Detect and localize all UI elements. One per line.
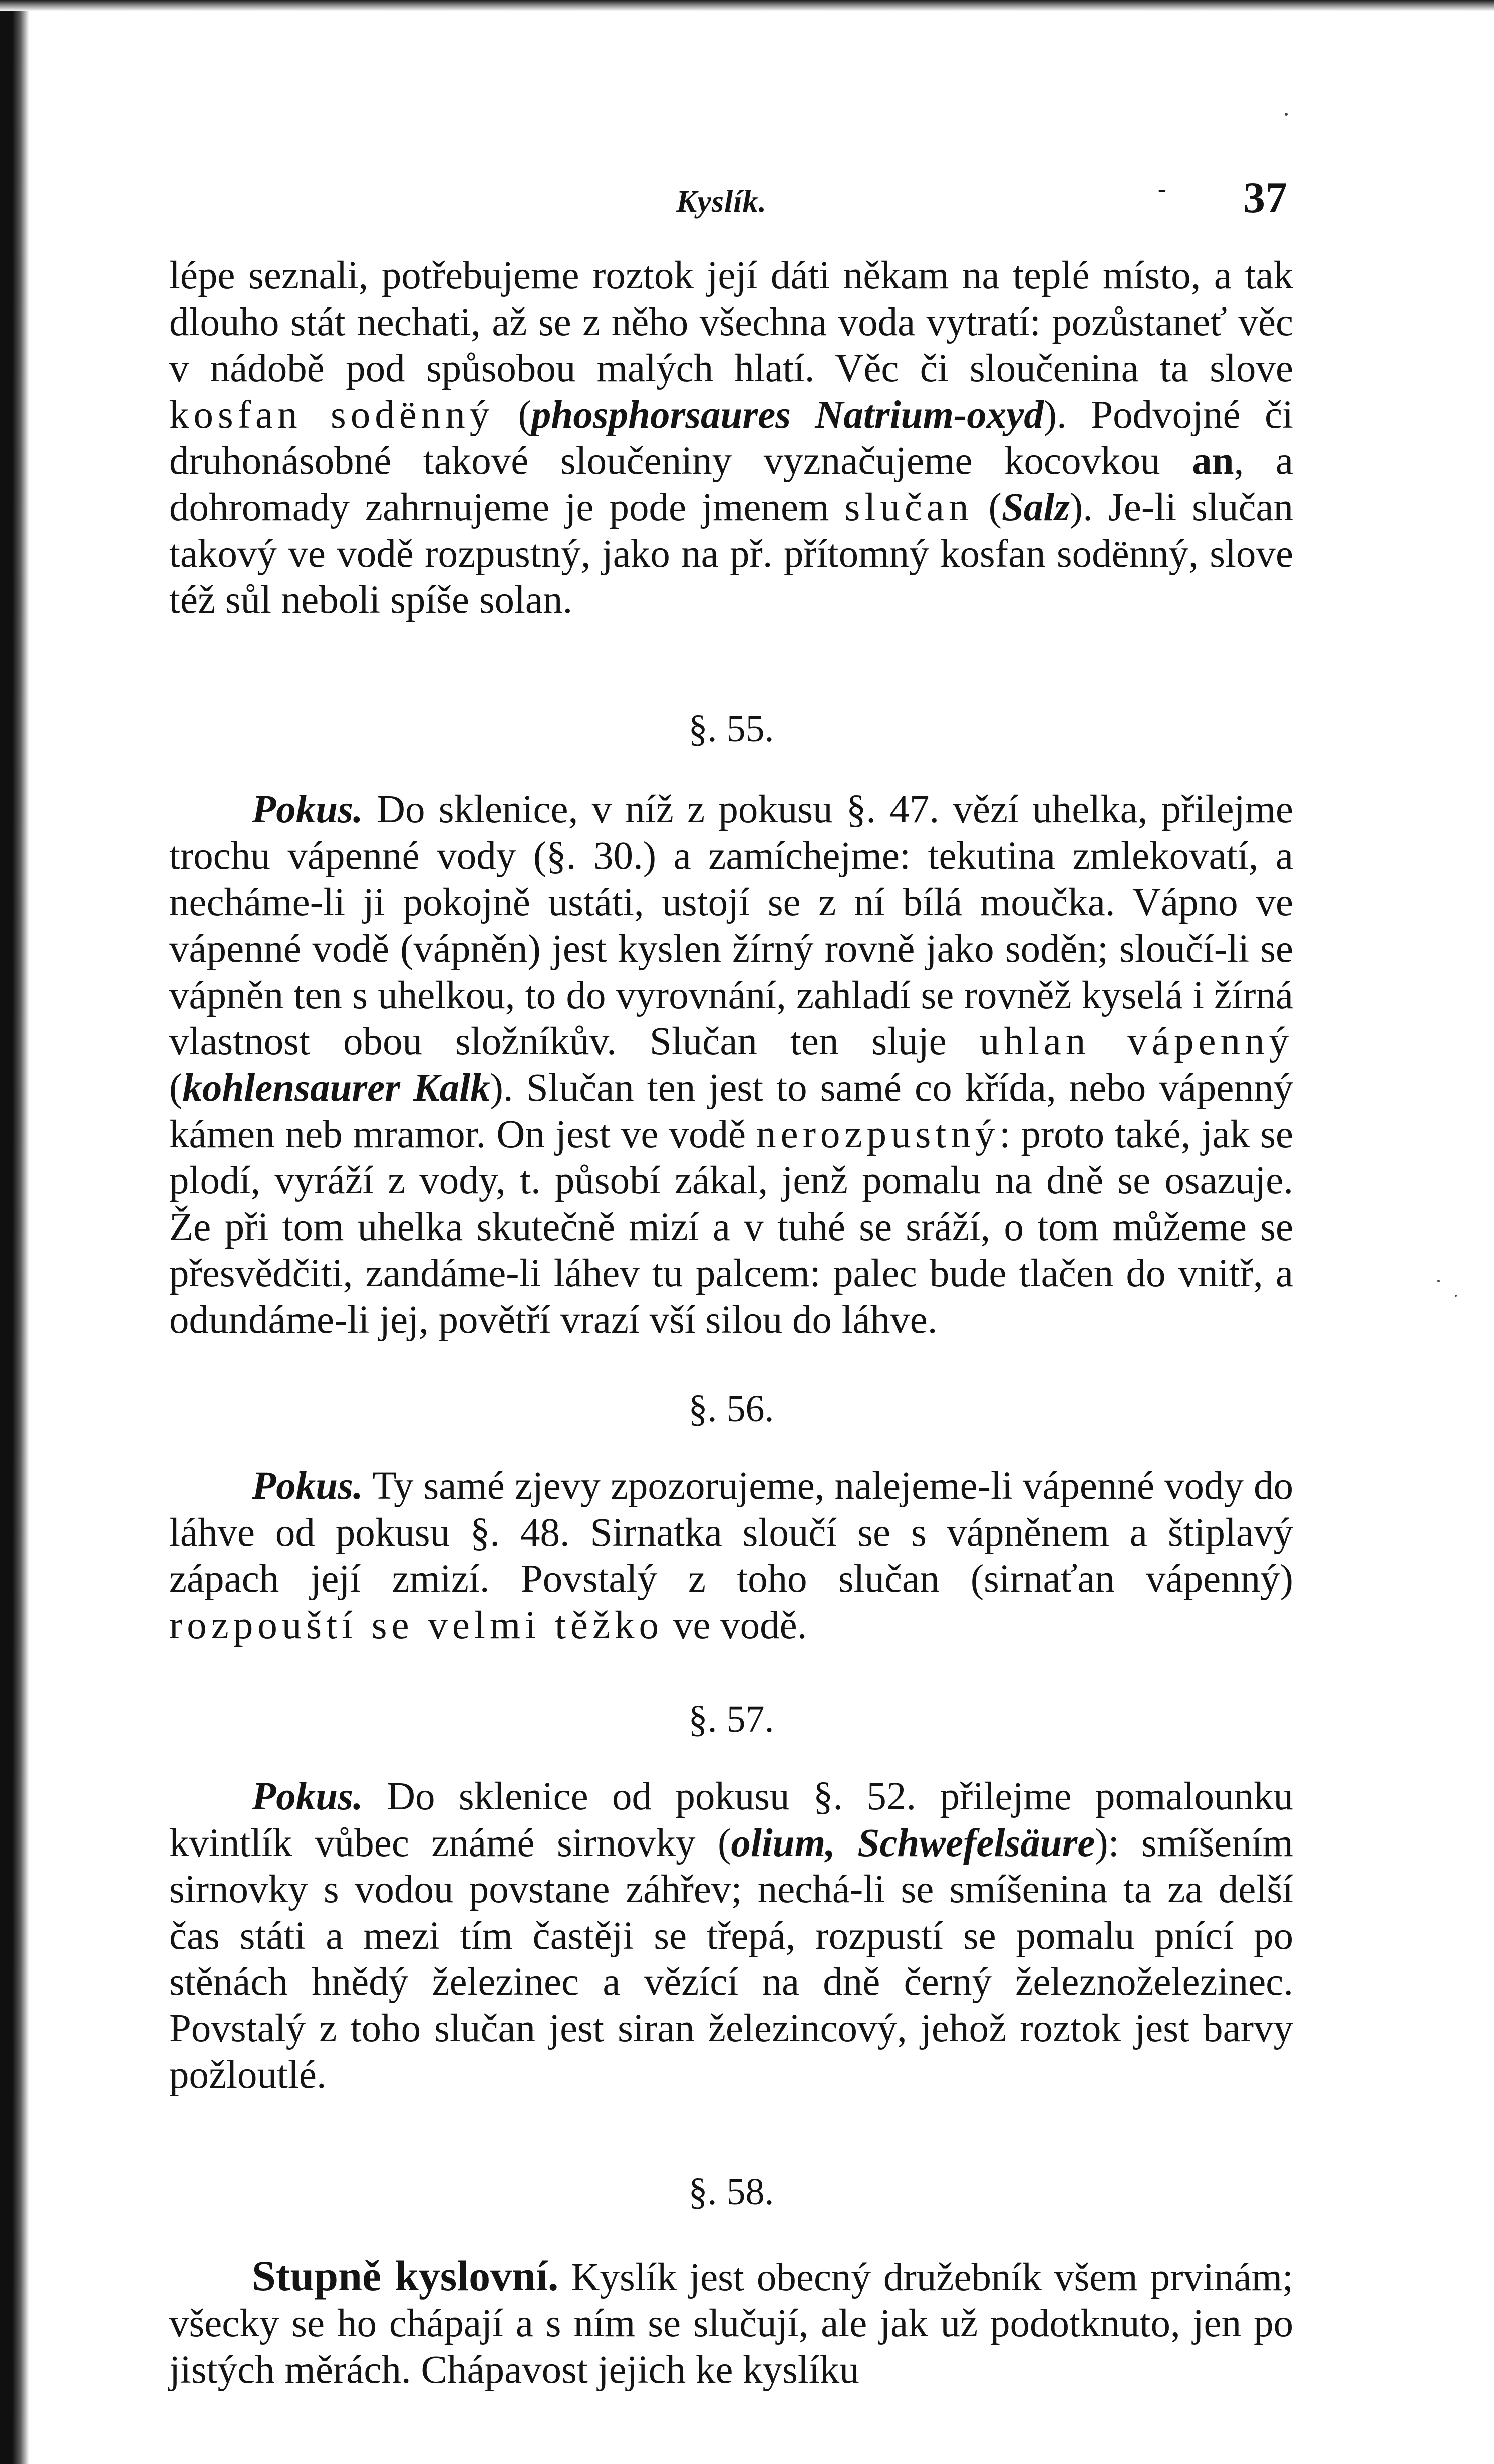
bold-suffix: an: [1192, 439, 1234, 483]
spaced-term: uhlan vápenný: [979, 1020, 1294, 1064]
pokus-label: Pokus.: [252, 788, 363, 832]
header-dash: -: [1158, 176, 1166, 202]
text-run: lépe seznali, potřebujeme roztok její dáti někam na teplé místo, a tak dlouho stát nechati, až se z něho všechna voda vytratí: pozůstaneť věc v nádobě pod spůsobou malých hlatí. Věc či sloučenina ta slove: [169, 254, 1293, 391]
text-run: ). Podvojné či druhonásobné takové sloučeniny vyznačujeme kocovkou: [169, 393, 1293, 483]
scan-speck: [1437, 1280, 1440, 1282]
text-run: (: [973, 485, 1002, 529]
page-number: 37: [1243, 174, 1287, 222]
german-term: kohlensaurer Kalk: [182, 1066, 490, 1110]
page-header: [175, 170, 1292, 235]
intro-paragraph: [169, 253, 1293, 624]
section-58-paragraph: [169, 2253, 1293, 2394]
section-mark-56: §. 56.: [688, 1388, 774, 1430]
scan-left-edge: [0, 0, 29, 2464]
text-run: Kyslík jest obecný družebník všem prvinám; všecky se ho chápají a s ním se slučují, ale jak už podotknuto, jen po jistých měrách. Chápavost jejich ke kyslíku: [169, 2255, 1293, 2392]
text-run: (: [169, 1066, 183, 1110]
text-run: : proto také, jak se plodí, vyráží z vody, t. působí zákal, jenž pomalu na dně se osazuje. Že při tom uhelka skutečně mizí a v tuhé se sráží, o tom můžeme se přesvědčiti, zandáme-li láhev tu palcem: palec bude tlačen do vnitř, a odundáme-li jej, povětří vrazí vší silou do láhve.: [169, 1112, 1293, 1342]
german-term: Salz: [1001, 485, 1070, 529]
section-57-paragraph: [169, 1774, 1293, 2098]
spaced-term: rozpouští se velmi těžko: [169, 1603, 664, 1647]
scan-top-edge: [0, 0, 1494, 11]
spaced-term: nerozpustný: [756, 1112, 1000, 1156]
running-head: Kyslík.: [676, 185, 767, 219]
section-56-paragraph: [169, 1463, 1293, 1649]
text-run: ). Je-li slučan takový ve vodě rozpustný, jako na př. přítomný kosfan sodënný, slove též sůl neboli spíše solan.: [169, 485, 1293, 623]
page-body: [169, 253, 1293, 2394]
scan-speck: [1285, 113, 1288, 116]
section-55-paragraph: [169, 787, 1293, 1343]
section-mark-58: §. 58.: [688, 2171, 774, 2213]
text-run: ). Slučan ten jest to samé co křída, nebo vápenný kámen neb mramor. On jest ve vodě: [169, 1066, 1293, 1156]
text-run: Do sklenice, v níž z pokusu §. 47. vězí uhelka, přilejme trochu vápenné vody (§. 30.) a zamíchejme: tekutina zmlekovatí, a necháme-li ji pokojně ustáti, ustojí se z ní bílá moučka. Vápno ve vápenné vodě (vápněn) jest kyslen žírný rovně jako soděn; sloučí-li se vápněn ten s uhelkou, to do vyrovnání, zahladí se rovněž kyselá i žírná vlastnost obou složníkův. Slučan ten sluje: [169, 788, 1293, 1064]
section-heading: Stupně kyslovní.: [252, 2251, 559, 2300]
text-run: , a dohromady zahrnujeme je pode jmenem: [169, 439, 1293, 529]
scan-speck: [1455, 1295, 1457, 1297]
german-term: phosphorsaures Natrium-oxyd: [531, 393, 1044, 437]
section-mark-57: §. 57.: [688, 1698, 774, 1741]
text-run: ): smíšením sirnovky s vodou povstane záhřev; nechá-li se smíšenina ta za delší čas státi a mezi tím častěji se třepá, rozpustí se pomalu pnící po stěnách hnědý železinec a vězící na dně černý železnoželezinec. Povstalý z toho slučan jest siran železincový, jehož roztok jest barvy požloutlé.: [169, 1821, 1293, 2097]
german-term: olium, Schwefelsäure: [731, 1821, 1095, 1865]
spaced-term: kosfan sodënný: [169, 393, 494, 437]
spaced-term: slučan: [844, 485, 973, 529]
text-run: Do sklenice od pokusu §. 52. přilejme pomalounku kvintlík vůbec známé sirnovky (: [169, 1775, 1293, 1865]
text-run: (: [494, 393, 531, 437]
text-run: Ty samé zjevy zpozorujeme, nalejeme-li vápenné vody do láhve od pokusu §. 48. Sirnatka sloučí se s vápněnem a štiplavý zápach její zmizí. Povstalý z toho slučan (sirnaťan vápenný): [169, 1464, 1293, 1601]
text-run: ve vodě.: [663, 1603, 807, 1647]
section-mark-55: §. 55.: [688, 707, 774, 750]
pokus-label: Pokus.: [252, 1464, 363, 1508]
pokus-label: Pokus.: [252, 1775, 363, 1819]
